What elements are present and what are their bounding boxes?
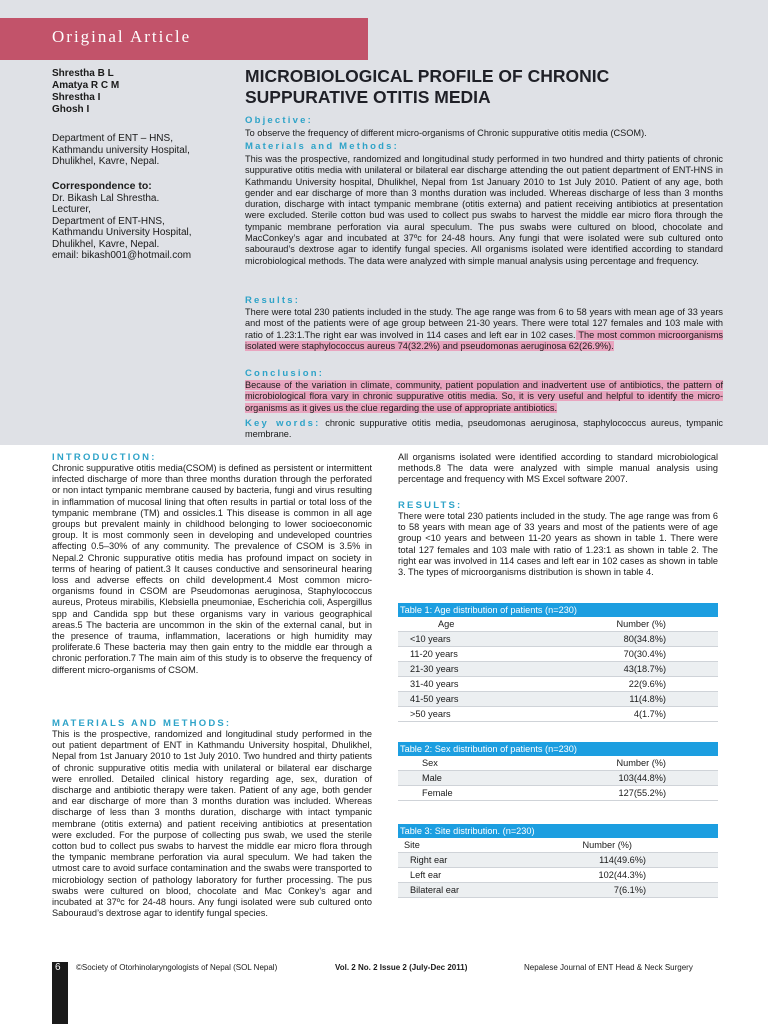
table-caption: Table 3: Site distribution. (n=230) [398, 824, 718, 838]
table-header-cell: Sex [422, 758, 438, 768]
correspondence-line: Lecturer, [52, 204, 91, 215]
page-number-tab [52, 962, 68, 1024]
table-cell: Bilateral ear [410, 885, 460, 895]
introduction-heading: INTRODUCTION: [52, 452, 157, 463]
author-name: Ghosh I [52, 104, 90, 115]
methods-text: This was the prospective, randomized and longitudinal study performed in two hundred and thirty patients of chronic suppurative otitis media with unilateral or bilateral ear discharge attending the out patient department of ENT-HNS in Kathmandu University hospital, Dhulikhel, Nepal from 1st January 2010 to 1st July 2010. Patient of any age, both gender and ear discharge of more than 3 months duration was included. Whereas discharge of less than 3 months duration, discharge with intact tympanic membrane (otitis externa) and patient receiving antibiotics at presentation were excluded. Sterile cotton bud was used to collect pus swabs to harvest the middle ear micro flora through the tympanic membrane perforation via aural speculum. The pus swabs were cultured on blood, chocolate and MacConkey’s agar and incubated at 37ºc for 24-48 hours. Any fungi that were isolated were sub cultured onto sabouraud’s dextrose agar to identify fungal species. All organisms isolated were identified according to standard microbiological methods. The data were analyzed with simple manual analysis using percentage and frequency. [245, 154, 723, 266]
table-cell: 43(18.7%) [623, 664, 666, 674]
table-row [398, 662, 718, 677]
conclusion-block [245, 380, 723, 414]
table-cell: 4(1.7%) [633, 709, 666, 719]
objective-heading: Objective: [245, 115, 313, 126]
results-section [398, 500, 718, 578]
table-row [398, 868, 718, 883]
table-cell: 103(44.8%) [618, 773, 666, 783]
correspondence-line: Dr. Bikash Lal Shrestha. [52, 192, 160, 204]
results-text: There were total 230 patients included in the study. The age range was from 6 to 58 years with mean age of 33 years and most of the patients were of age group between 21-30 years. There were total 127 females and 103 male with ratio of 1.23:1.The right ear was involved in 114 cases and left ear in 102 cases. [245, 307, 723, 340]
table-row [398, 853, 718, 868]
table-header-cell: Number (%) [582, 840, 632, 850]
table-header-cell: Number (%) [616, 619, 666, 629]
table-row [398, 786, 718, 801]
footer-volume: Vol. 2 No. 2 Issue 2 (July-Dec 2011) [335, 963, 468, 972]
table-header-cell: Site [404, 840, 420, 850]
correspondence-line: Department of ENT-HNS, [52, 215, 165, 227]
table-age [398, 603, 718, 722]
table-sex [398, 742, 718, 801]
right-intro-text: All organisms isolated were identified according to standard microbiological methods.8 The data were analyzed with simple manual analysis using percentage and frequency with MS Excel software 2007. [398, 452, 718, 485]
table-cell: Left ear [410, 870, 442, 880]
footer-society: ©Society of Otorhinolaryngologists of Nepal (SOL Nepal) [76, 963, 278, 972]
table-cell: 7(6.1%) [613, 885, 646, 895]
objective-text: To observe the frequency of different micro-organisms of Chronic suppurative otitis media (CSOM). [245, 128, 647, 138]
correspondence-line: Kathmandu University Hospital, [52, 227, 192, 238]
table-cell: Female [422, 788, 453, 798]
correspondence-email: email: bikash001@hotmail.com [52, 250, 192, 261]
correspondence [52, 181, 234, 262]
table-row [398, 692, 718, 707]
table-header-row [398, 756, 718, 771]
correspondence-heading: Correspondence to: [52, 180, 152, 192]
affiliation-line: Department of ENT – HNS, [52, 133, 173, 144]
table-row [398, 707, 718, 722]
table-header-row [398, 617, 718, 632]
table-cell: 41-50 years [410, 694, 459, 704]
table-cell: >50 years [410, 709, 451, 719]
table-cell: 102(44.3%) [598, 870, 646, 880]
methods-section-text: This is the prospective, randomized and longitudinal study performed in the out patient department of ENT in Kathmandu University hospital, Dhulikhel, Nepal from 1st January 2010 to 1st July 2010. Two hundred and thirty patients of chronic suppurative otitis media with unilateral or bilateral ear discharge were enrolled. Detailed clinical history regarding age, sex, duration of discharge and antibiotic therapy were taken. Patient of any age, both gender and ear discharge of more than 3 months duration was included. Whereas discharge of less than 3 months duration, discharge with intact tympanic membrane (otitis externa) and patient receiving antibiotics at presentation were excluded. For the purpose of collecting pus swab, we used the sterile cotton bud to collect pus swabs to harvest the middle ear micro flora through the tympanic membrane perforation via aural speculum. We had taken the utmost care to avoid surface contamination and the swabs were transported to microbiology section of pathology laboratory for further processing. The pus swabs were cultured on blood, chocolate and Mac Conkey’s agar and incubated at 37ºc for 24-48 hours. Any fungi isolated were sub cultured onto Sabouraud’s dextrose agar to identify fungal species. [52, 729, 372, 919]
table-row [398, 647, 718, 662]
table-header-cell: Age [438, 619, 455, 629]
table-cell: 21-30 years [410, 664, 459, 674]
table-cell: Right ear [410, 855, 448, 865]
right-intro [398, 452, 718, 486]
conclusion-text: Because of the variation in climate, community, patient population and inadvertent use of antibiotics, the pattern of microbiological flora vary in chronic suppurative otitis media. So, it is very useful and helpful to identify the micro-organisms as it gives us the clue regarding the use of appropriate antibiotics. [245, 380, 723, 413]
table-cell: 22(9.6%) [628, 679, 666, 689]
keywords-text: chronic suppurative otitis media, pseudomonas aeruginosa, staphylococcus aureus, tympanic membrane. [245, 418, 723, 440]
results-section-text: There were total 230 patients included in the study. The age range was from 6 to 58 years with mean age of 33 years and most of the patients were of age group <10 years and between 11-20 years as shown in table 1. There were total 127 females and 103 male with ratio of 1.23:1 as shown in table 2. The right ear was involved in 114 cases and left ear in 102 cases as shown in table 3. The types of microorganisms distribution is shown in table 4. [398, 511, 718, 578]
affiliation-line: Kathmandu university Hospital, [52, 144, 190, 156]
table-cell: Male [422, 773, 442, 783]
table-row [398, 632, 718, 647]
results-block [245, 307, 723, 352]
introduction-text: Chronic suppurative otitis media(CSOM) is defined as persistent or intermittent infected discharge of more than three months duration through the perforated or non intact tympanic membrane caused by bacteria, fungi and virus resulting in inflammation of mucosal lining that often results in partial or total loss of the tympanic membrane (TM) and ossicles.1 This disease is common in all age groups but prevalent mainly in childhood belonging to lower socioeconomic group. It is most commonly seen in developing and undeveloped countries affecting 0.5–30% of any community. The prevalence of CSOM is 3.5% in Nepal.2 Chronic suppurative otitis media has profound impact on society in terms of hearing of patient.3 It causes conductive and sensorineural hearing loss and adverse effects on child development.4 Most common micro-organisms found in CSOM are Pseudomonas aeruginosa, Staphylococcus aureus, Proteus mirabilis, Klebsiella pneumoniae, Escherichia coli, Aspergillus spp and Candida spp but these organisms vary in various geographical areas.5 The bacteria are uncommon in the skin of the external canal, but in the presence of trauma, inflammation, lacerations or high humidity may proliferate.6 These bacteria may then gain entry to the middle ear through a chronic perforation.7 The main aim of this study is to observe the frequency of different micro-organisms of CSOM. [52, 463, 372, 675]
table-row [398, 771, 718, 786]
table-header-row [398, 838, 718, 853]
table-cell: 11-20 years [410, 649, 458, 659]
footer-journal: Nepalese Journal of ENT Head & Neck Surgery [524, 963, 693, 972]
table-site [398, 824, 718, 898]
table-row [398, 677, 718, 692]
author-name: Shrestha I [52, 92, 101, 103]
table-cell: 31-40 years [410, 679, 459, 689]
methods-section [52, 718, 372, 919]
author-list [52, 68, 232, 116]
results-section-heading: RESULTS: [398, 500, 463, 511]
table-cell: 11(4.8%) [629, 694, 666, 704]
keywords [245, 418, 723, 441]
results-heading: Results: [245, 295, 301, 306]
conclusion-heading: Conclusion: [245, 368, 325, 379]
table-header-cell: Number (%) [616, 758, 666, 768]
introduction-section [52, 452, 372, 676]
table-cell: 80(34.8%) [623, 634, 666, 644]
table-cell: 127(55.2%) [618, 788, 666, 798]
affiliation [52, 133, 232, 168]
table-caption: Table 2: Sex distribution of patients (n=230) [398, 742, 718, 756]
article-title: MICROBIOLOGICAL PROFILE OF CHRONIC SUPPURATIVE OTITIS MEDIA [245, 66, 610, 107]
table-cell: 114(49.6%) [599, 855, 646, 865]
keywords-heading: Key words: [245, 418, 321, 429]
article-type-label: Original Article [52, 27, 192, 46]
correspondence-line: Dhulikhel, Kavre, Nepal. [52, 238, 160, 250]
page-number: 6 [55, 962, 61, 973]
table-cell: 70(30.4%) [623, 649, 666, 659]
methods-heading: Materials and Methods: [245, 141, 399, 152]
author-name: Shrestha B L [52, 68, 114, 79]
author-name: Amatya R C M [52, 80, 120, 91]
table-row [398, 883, 718, 898]
table-cell: <10 years [410, 634, 451, 644]
table-caption: Table 1: Age distribution of patients (n=230) [398, 603, 718, 617]
affiliation-line: Dhulikhel, Kavre, Nepal. [52, 156, 160, 167]
methods-section-heading: MATERIALS AND METHODS: [52, 718, 232, 729]
article-type-banner [0, 18, 368, 60]
results-highlight: The most common microorganisms isolated were staphylococcus aureus 74(32.2%) and pseudomonas aeruginosa 62(26.9%). [245, 329, 723, 351]
